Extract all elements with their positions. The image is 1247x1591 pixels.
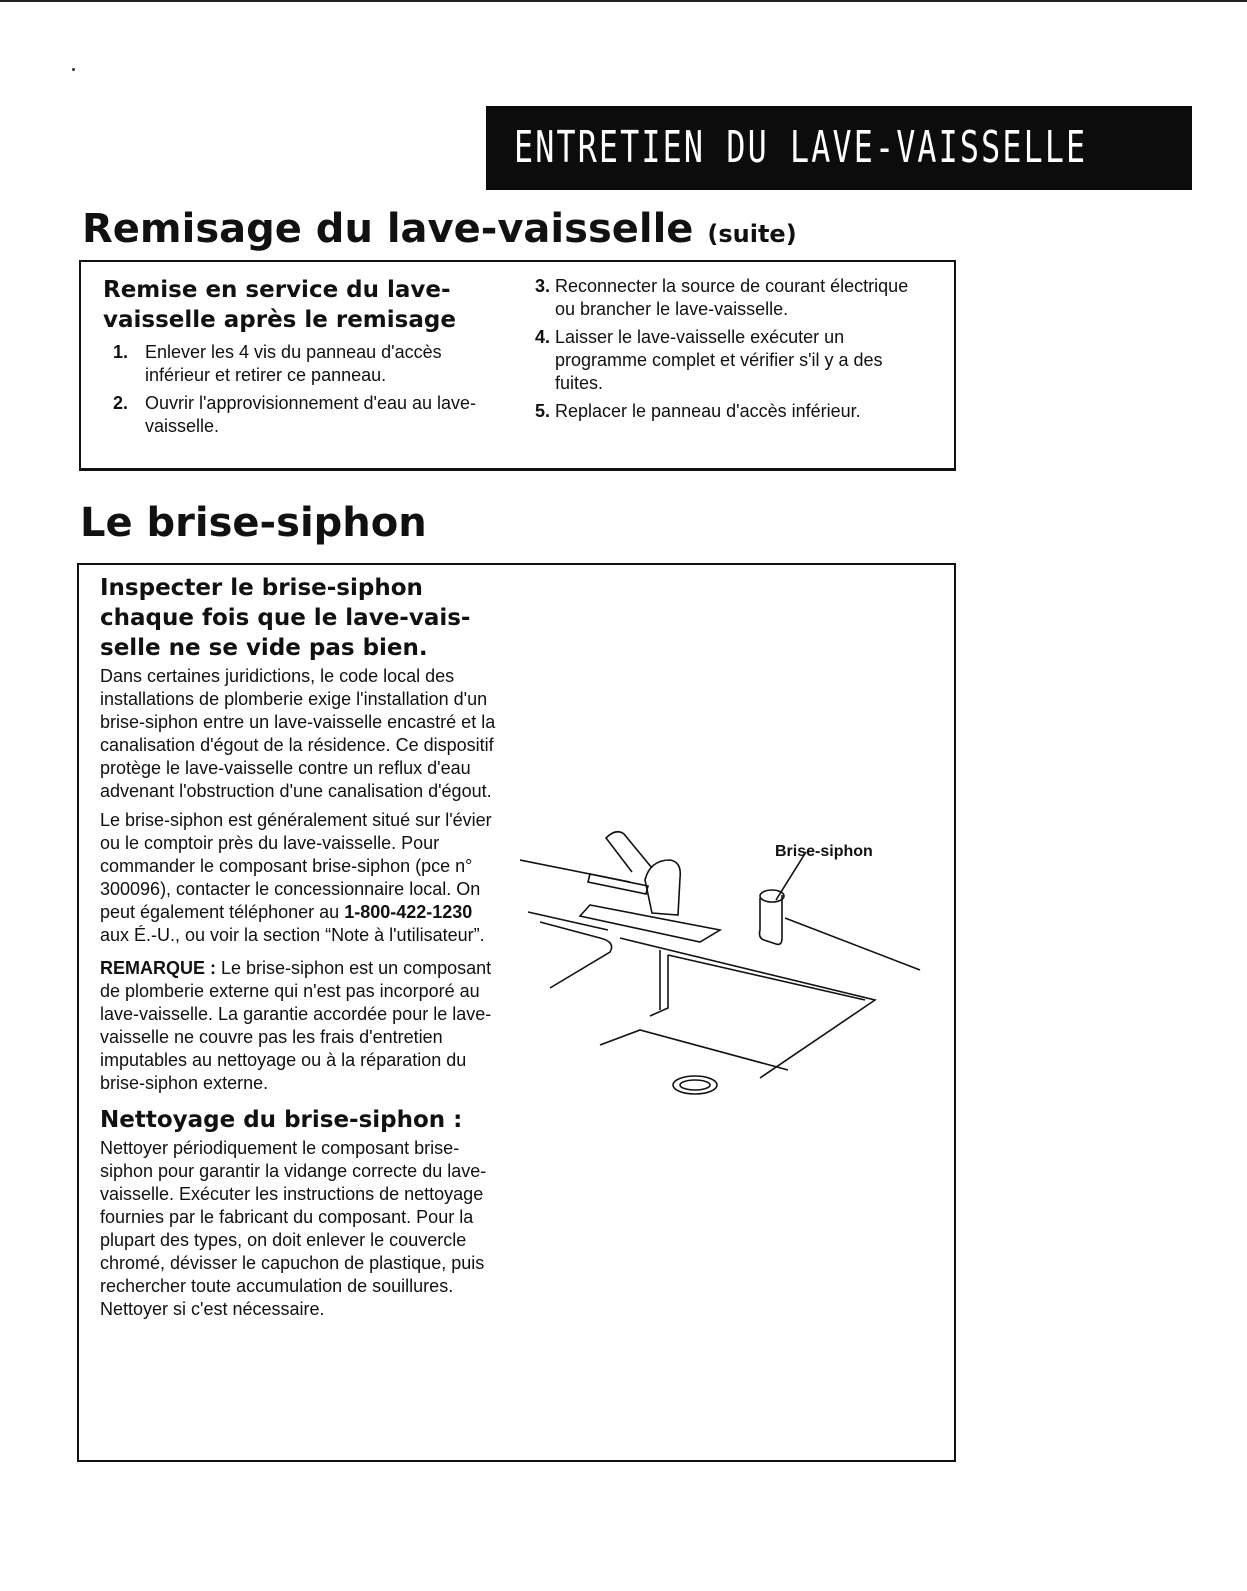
step-number: 1.	[113, 342, 129, 362]
vacuum-breaker-subtitle	[100, 573, 500, 663]
drain-inner	[680, 1080, 710, 1090]
faucet-body-icon	[645, 860, 680, 915]
intro-paragraph: Dans certaines juridictions, le code local des installations de plomberie exige l'installation d'un brise-siphon entre un lave-vaisselle encastré et la canalisation d'égout de la résidence. Ce dispositif protège le lave-vaisselle contre un reflux d'eau advenant l'obstruction d'une canalisation d'égout.	[100, 666, 496, 801]
basin-back-edge	[668, 955, 865, 1000]
counter-front-line	[528, 912, 608, 930]
step-text: Ouvrir l'approvisionnement d'eau au lave-vaisselle.	[145, 393, 477, 436]
step-number: 3.	[535, 276, 551, 296]
storage-subtitle-line2: vaisselle après le remisage	[103, 307, 456, 333]
faucet-spout	[588, 874, 648, 894]
storage-right-column	[535, 275, 925, 428]
faucet-base-plate	[580, 905, 720, 942]
cleaning-paragraph: Nettoyer périodiquement le composant brise-siphon pour garantir la vidange correcte du lave-vaisselle. Exécuter les instructions de nettoyage fournies par le fabricant du composant. Pour la plupart des types, on doit enlever le couvercle chromé, dévisser le capuchon de plastique, puis rechercher toute accumulation de souillures. Nettoyer si c'est nécessaire.	[100, 1138, 487, 1319]
storage-subtitle-line1: Remise en service du lave-	[103, 277, 451, 303]
chapter-title: ENTRETIEN DU LAVE-VAISSELLE	[514, 122, 1088, 173]
faucet-handle	[606, 832, 652, 872]
subtitle-line: chaque fois que le lave-vais-	[100, 605, 471, 631]
section-title-storage	[82, 206, 797, 252]
phone-number: 1-800-422-1230	[344, 902, 473, 922]
sink-rim-right	[620, 938, 875, 1078]
step-text: Laisser le lave-vaisselle exécuter un programme complet et vérifier s'il y a des fuites.	[555, 327, 883, 393]
location-text: Le brise-siphon est généralement situé sur l'évier ou le comptoir près du lave-vaisselle. Pour commander le composant brise-siphon (pce n° 300096), contacter le concessionnaire local. On peut également téléphoner au	[100, 810, 492, 922]
step-number: 2.	[113, 393, 129, 413]
vacuum-breaker-text-column	[100, 573, 500, 1327]
step-text: Replacer le panneau d'accès inférieur.	[555, 401, 861, 421]
storage-box	[79, 260, 956, 471]
step-number: 4.	[535, 327, 551, 347]
step-number: 5.	[535, 401, 551, 421]
note-text: Le brise-siphon est un composant de plomberie externe qui n'est pas incorporé au lave-vaisselle. La garantie accordée pour le lave-vaisselle ne couvre pas les frais d'entretien imputables au nettoyage ou à la réparation du brise-siphon externe.	[100, 958, 492, 1093]
scan-speck	[72, 68, 75, 71]
sink-illustration	[520, 820, 940, 1130]
storage-left-column	[103, 275, 483, 443]
section-title-suffix: (suite)	[707, 220, 797, 248]
step-item	[535, 400, 925, 423]
step-item	[535, 275, 925, 321]
top-border-line	[0, 0, 1247, 2]
section-title-text: Remisage du lave-vaisselle	[82, 206, 694, 252]
step-item	[113, 341, 483, 387]
step-text: Enlever les 4 vis du panneau d'accès inférieur et retirer ce panneau.	[145, 342, 442, 385]
step-item	[535, 326, 925, 395]
step-item	[113, 392, 483, 438]
subtitle-line: selle ne se vide pas bien.	[100, 635, 428, 661]
subtitle-line: Inspecter le brise-siphon	[100, 575, 423, 601]
chapter-banner	[486, 106, 1192, 190]
basin-inner-edge	[650, 955, 668, 1016]
basin-bottom	[600, 1030, 788, 1070]
note-label: REMARQUE :	[100, 958, 216, 978]
location-text-end: aux É.-U., ou voir la section “Note à l'utilisateur”.	[100, 925, 485, 945]
storage-steps-right	[535, 275, 925, 423]
storage-steps-left	[103, 341, 483, 438]
storage-subtitle	[103, 275, 483, 335]
section-title-vacuum-breaker: Le brise-siphon	[80, 500, 427, 546]
note-paragraph	[100, 957, 500, 1095]
step-text: Reconnecter la source de courant électrique ou brancher le lave-vaisselle.	[555, 276, 909, 319]
sink-rim-left	[540, 922, 612, 988]
cleaning-title: Nettoyage du brise-siphon :	[100, 1107, 463, 1133]
illustration-label: Brise-siphon	[775, 843, 873, 860]
label-leader-line	[776, 852, 806, 900]
location-paragraph	[100, 809, 500, 947]
counter-edge-right	[785, 918, 920, 970]
